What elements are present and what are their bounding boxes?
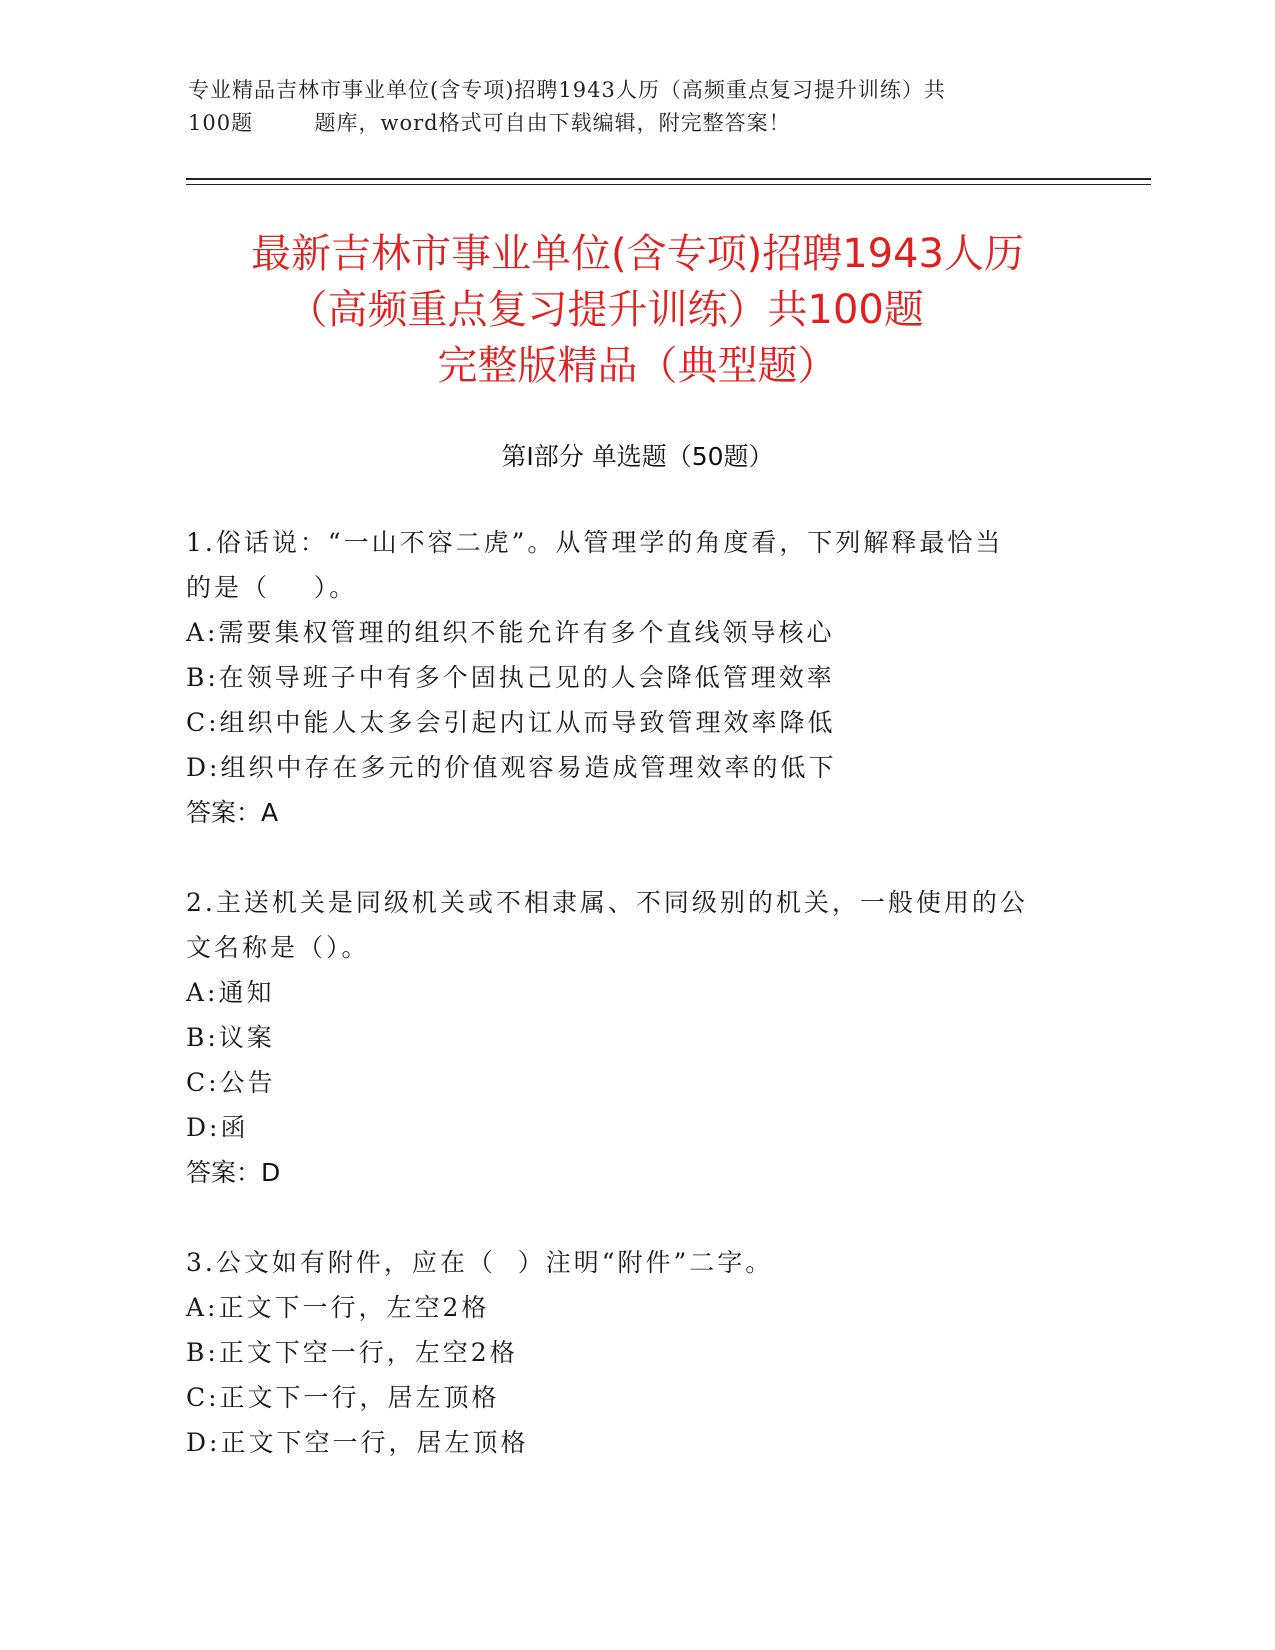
- question-stem: 的是（ ）。: [186, 573, 358, 602]
- header-rule-thin: [186, 184, 1151, 185]
- question-3: [186, 1240, 1066, 1465]
- title-line-1: 最新吉林市事业单位(含专项)招聘1943人历: [250, 231, 1024, 277]
- document-title: [150, 226, 1125, 394]
- option-b: B:正文下空一行，左空2格: [186, 1338, 518, 1367]
- title-line-3: 完整版精品（典型题）: [437, 343, 838, 389]
- title-line-2: （高频重点复习提升训练）共100题: [287, 287, 988, 333]
- question-stem: 1.俗话说：“一山不容二虎”。从管理学的角度看，下列解释最恰当: [186, 528, 1004, 557]
- question-stem: 3.公文如有附件，应在（ ）注明“附件”二字。: [186, 1248, 774, 1277]
- answer: 答案：D: [186, 1158, 281, 1187]
- header-rule-thick: [186, 178, 1151, 180]
- question-1: [186, 520, 1066, 835]
- section-heading: 第I部分 单选题（50题）: [501, 442, 774, 471]
- header-note-line-2: 100题 题库，word格式可自由下载编辑，附完整答案！: [188, 111, 791, 135]
- option-b: B:议案: [186, 1023, 275, 1052]
- option-c: C:组织中能人太多会引起内讧从而导致管理效率降低: [186, 708, 836, 737]
- answer: 答案：A: [186, 798, 279, 827]
- header-note-line-1: 专业精品吉林市事业单位(含专项)招聘1943人历（高频重点复习提升训练）共: [188, 78, 946, 102]
- question-2: [186, 880, 1066, 1195]
- option-c: C:公告: [186, 1068, 276, 1097]
- option-d: D:正文下空一行，居左顶格: [186, 1428, 529, 1457]
- option-c: C:正文下一行，居左顶格: [186, 1383, 500, 1412]
- option-b: B:在领导班子中有多个固执己见的人会降低管理效率: [186, 663, 835, 692]
- option-a: A:正文下一行，左空2格: [186, 1293, 490, 1322]
- option-a: A:需要集权管理的组织不能允许有多个直线领导核心: [186, 618, 835, 647]
- option-d: D:组织中存在多元的价值观容易造成管理效率的低下: [186, 753, 837, 782]
- question-stem: 2.主送机关是同级机关或不相隶属、不同级别的机关，一般使用的公: [186, 888, 1028, 917]
- option-a: A:通知: [186, 978, 275, 1007]
- header-note: [188, 74, 1148, 140]
- option-d: D:函: [186, 1113, 249, 1142]
- question-stem: 文名称是（）。: [186, 933, 370, 962]
